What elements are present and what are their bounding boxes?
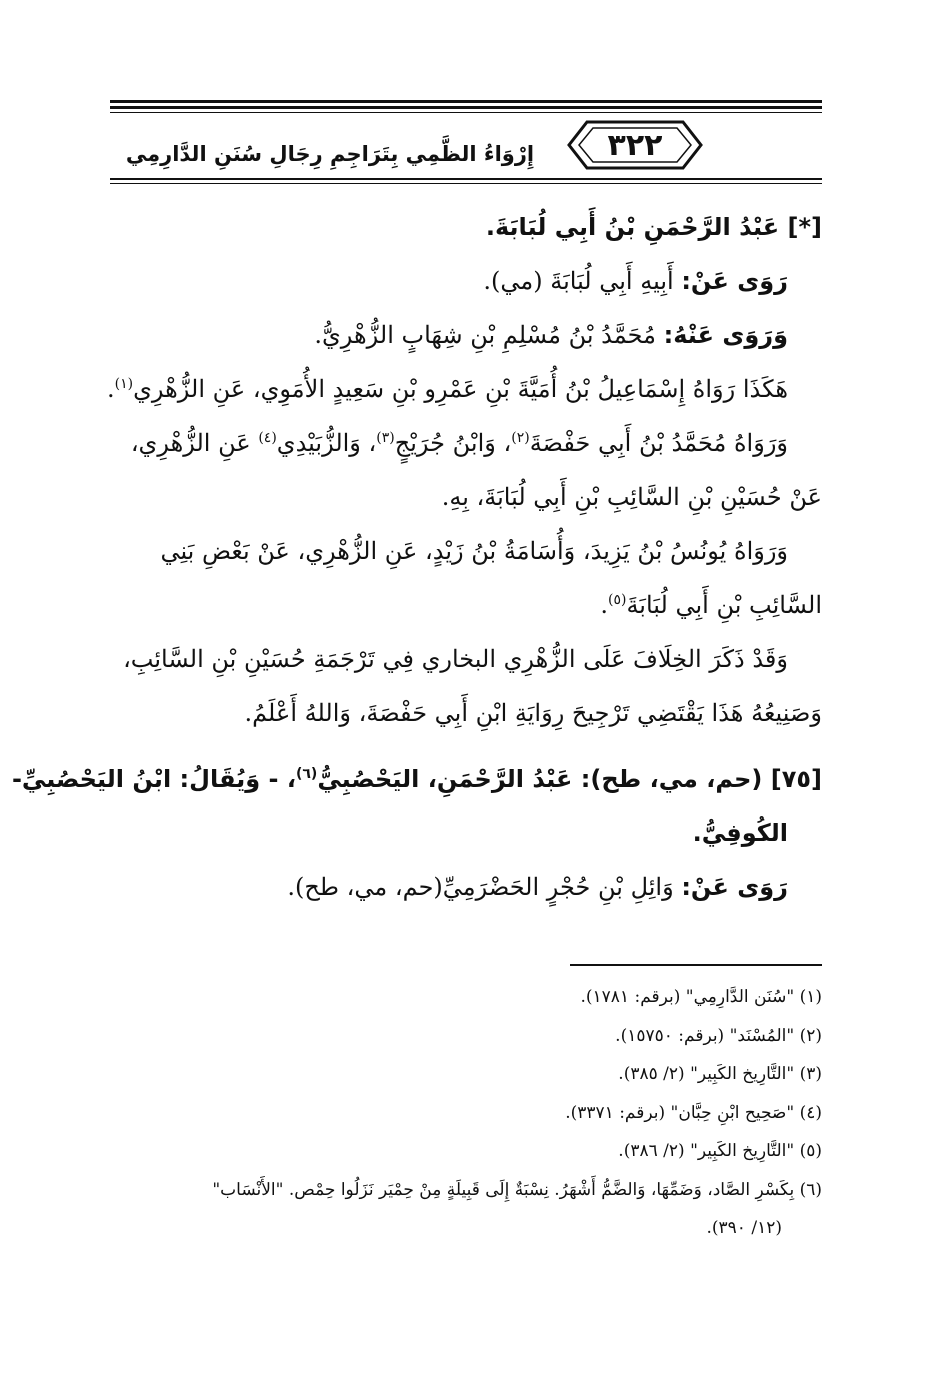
footnote: (١) "سُنَن الدَّارِمِي" (برقم: ١٧٨١). [580, 987, 822, 1007]
footnote: (٦) بِكَسْرِ الصَّاد، وَضَمِّهَا، وَالضَّمُّ أَشْهَرُ. نِسْبَةٌ إِلَى قَبِيلَةٍ مِنْ حِمْيَر نَزَلُوا حِمْص. "الأَنْسَاب" [212, 1179, 822, 1200]
entry-marker: [*] [787, 213, 822, 241]
narrated-from-line [110, 860, 822, 914]
narrated-from-label: رَوَى عَنْ: [681, 267, 788, 295]
footnote-ref[interactable]: (٣) [376, 430, 395, 446]
footnote-ref[interactable]: (٦) [295, 766, 318, 782]
footnote: (٢) "المُسْنَد" (برقم: ١٥٧٥٠). [615, 1025, 822, 1046]
paragraph-text: السَّائِبِ بْنِ أَبِي لُبَابَةَ [626, 591, 822, 619]
header-rule-bottom-thin [110, 183, 822, 184]
header-rule-top [110, 100, 822, 120]
paragraph-text: . [600, 591, 608, 619]
footnotes [110, 978, 822, 1248]
paragraph-line: وَقَدْ ذَكَرَ الخِلَافَ عَلَى الزُّهْرِي البخاري فِي تَرْجَمَةِ حُسَيْنِ بْنِ السَّائِبِ، [123, 645, 788, 673]
narrated-from-text: وَائِلِ بْنِ حُجْرٍ الحَضْرَمِيِّ(حم، مي، طح). [287, 873, 682, 901]
entry-name: عَبْدُ الرَّحْمَنِ بْنُ أَبِي لُبَابَةَ. [485, 213, 780, 241]
header-rule-bottom [110, 178, 822, 180]
footnote: (٥) "التَّارِيخ الكَبِير" (٢/ ٣٨٦). [618, 1141, 822, 1161]
paragraph-text: عَنِ الزُّهْرِي، [130, 429, 259, 457]
paragraph-line [110, 416, 822, 470]
entry-heading-cont: الكُوفِيُّ. [692, 819, 788, 847]
paragraph-text: . [107, 375, 115, 403]
paragraph-line [110, 578, 822, 632]
running-title: إِرْوَاءُ الظَّمِي بِتَرَاجِمِ رِجَالِ سُنَنِ الدَّارِمِي [125, 142, 535, 166]
narrated-from-line [110, 254, 822, 308]
footnote-ref[interactable]: (٥) [607, 592, 627, 608]
footnote-continuation: (١٢/ ٣٩٠). [706, 1218, 782, 1238]
paragraph-text: هَكَذَا رَوَاهُ إِسْمَاعِيلُ بْنُ أُمَيَّةَ بْنِ عَمْرِو بْنِ سَعِيدٍ الأُمَوِي، عَنِ الزُّهْرِي [133, 375, 788, 403]
footnote-ref[interactable]: (٤) [258, 430, 277, 446]
paragraph-text: ، وَالزُّبَيْدِي [276, 429, 377, 457]
paragraph-line: عَنْ حُسَيْنِ بْنِ السَّائِبِ بْنِ أَبِي لُبَابَةَ، بِهِ. [441, 483, 822, 511]
narrated-by-text: مُحَمَّدُ بْنُ مُسْلِمِ بْنِ شِهَابٍ الزُّهْرِيُّ. [314, 321, 664, 349]
paragraph-line: وَرَوَاهُ يُونُسُ بْنُ يَزِيدَ، وَأُسَامَةُ بْنُ زَيْدٍ، عَنِ الزُّهْرِي، عَنْ بَعْضِ بَنِي [160, 537, 788, 565]
entry-heading [110, 200, 822, 254]
narrated-by-line [110, 308, 822, 362]
footnote-rule [570, 964, 822, 966]
paragraph-text: وَرَوَاهُ مُحَمَّدُ بْنُ أَبِي حَفْصَةَ [529, 429, 788, 457]
footnote: (٤) "صَحِيح ابْنِ حِبَّان" (برقم: ٣٣٧١). [565, 1102, 822, 1123]
entry-codes: (حم، مي، طح): [572, 765, 771, 793]
footnote-ref[interactable]: (٢) [511, 430, 530, 446]
narrated-from-label: رَوَى عَنْ: [681, 873, 788, 901]
page-number: ٣٢٢ [607, 127, 663, 163]
entry-heading [11, 752, 822, 806]
narrated-from-text: أَبِيهِ أَبِي لُبَابَةَ (مي). [483, 267, 682, 295]
page-number-badge [565, 118, 705, 172]
footnote: (٣) "التَّارِيخ الكَبِير" (٢/ ٣٨٥). [618, 1064, 822, 1084]
entry-name-rest: ، - وَيُقَالُ: ابْنُ اليَحْصُبِيِّ- [11, 765, 296, 793]
paragraph-line: وَصَنِيعُهُ هَذَا يَقْتَضِي تَرْجِيحَ رِوَايَةِ ابْنِ أَبِي حَفْصَةَ، وَاللهُ أَعْلَمُ. [244, 699, 822, 727]
body-text [11, 200, 822, 914]
entry-name: عَبْدُ الرَّحْمَنِ، اليَحْصُبِيُّ [317, 765, 573, 793]
paragraph-text: ، وَابْنُ جُرَيْجٍ [394, 429, 512, 457]
narrated-by-label: وَرَوَى عَنْهُ: [663, 321, 788, 349]
paragraph-line [107, 362, 822, 416]
entry-marker: [٧٥] [770, 765, 822, 793]
footnote-ref[interactable]: (١) [114, 376, 134, 392]
